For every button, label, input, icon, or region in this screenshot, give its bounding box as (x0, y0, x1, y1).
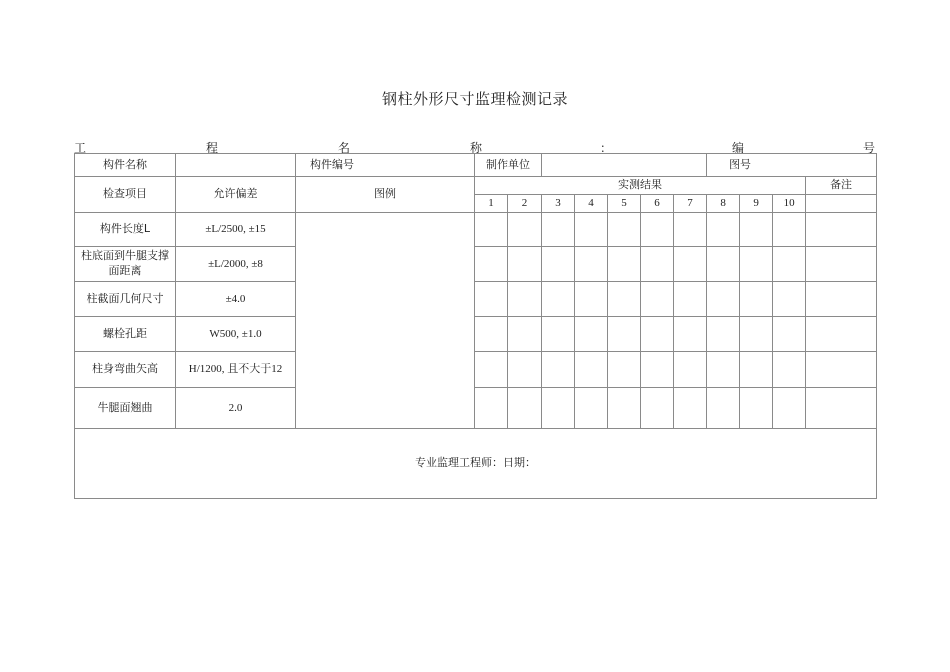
check-item-cell: 柱底面到牛腿支撑面距离 (75, 247, 176, 282)
measure-point-header: 6 (641, 195, 674, 213)
measure-point-header: 8 (707, 195, 740, 213)
measure-cell[interactable] (740, 282, 773, 317)
manufacturer-value[interactable] (542, 154, 707, 177)
measure-cell[interactable] (475, 282, 508, 317)
measure-cell[interactable] (740, 317, 773, 352)
component-name-label: 构件名称 (75, 154, 176, 177)
measure-cell[interactable] (740, 388, 773, 429)
page-title: 钢柱外形尺寸监理检测记录 (381, 90, 568, 108)
project-line-char: 编 (732, 141, 745, 155)
measure-cell[interactable] (542, 352, 575, 388)
measure-point-header: 7 (674, 195, 707, 213)
measure-cell[interactable] (608, 282, 641, 317)
inspection-table (74, 153, 877, 499)
remarks-cell[interactable] (806, 352, 877, 388)
remarks-cell[interactable] (806, 317, 877, 352)
tolerance-cell: ±L/2000, ±8 (176, 247, 296, 282)
measure-cell[interactable] (641, 213, 674, 247)
measure-cell[interactable] (508, 247, 542, 282)
measure-cell[interactable] (674, 388, 707, 429)
measure-cell[interactable] (475, 352, 508, 388)
measure-cell[interactable] (542, 388, 575, 429)
measure-cell[interactable] (508, 213, 542, 247)
remarks-header: 备注 (806, 177, 877, 195)
measure-cell[interactable] (475, 388, 508, 429)
remarks-cell[interactable] (806, 247, 877, 282)
table-row (75, 317, 877, 352)
measure-cell[interactable] (674, 352, 707, 388)
remarks-cell[interactable] (806, 282, 877, 317)
measure-cell[interactable] (575, 247, 608, 282)
supervisor-signature: 专业监理工程师：日期： (75, 429, 877, 499)
table-row (75, 388, 877, 429)
project-line-char: ： (600, 141, 613, 155)
check-item-cell: 螺栓孔距 (75, 317, 176, 352)
measure-cell[interactable] (740, 213, 773, 247)
tolerance-cell: ±L/2500, ±15 (176, 213, 296, 247)
measure-cell[interactable] (740, 352, 773, 388)
measure-cell[interactable] (575, 352, 608, 388)
project-line-char: 名 (338, 141, 351, 155)
measure-point-header: 5 (608, 195, 641, 213)
diagram-cell (296, 213, 475, 429)
measure-cell[interactable] (542, 317, 575, 352)
check-item-header: 检查项目 (75, 177, 176, 213)
measure-cell[interactable] (575, 317, 608, 352)
measure-cell[interactable] (641, 352, 674, 388)
measure-cell[interactable] (575, 282, 608, 317)
project-line-char: 称 (470, 141, 483, 155)
measure-point-header: 4 (575, 195, 608, 213)
measure-cell[interactable] (542, 247, 575, 282)
remarks-cell[interactable] (806, 195, 877, 213)
project-line-char: 程 (206, 141, 219, 155)
measure-cell[interactable] (707, 388, 740, 429)
measure-cell[interactable] (508, 388, 542, 429)
manufacturer-label: 制作单位 (475, 154, 542, 177)
component-name-value[interactable] (176, 154, 296, 177)
measure-cell[interactable] (508, 282, 542, 317)
measure-cell[interactable] (575, 213, 608, 247)
measure-cell[interactable] (508, 352, 542, 388)
measure-cell[interactable] (608, 247, 641, 282)
measure-cell[interactable] (773, 282, 806, 317)
measure-cell[interactable] (475, 213, 508, 247)
tolerance-cell: ±4.0 (176, 282, 296, 317)
measure-cell[interactable] (608, 213, 641, 247)
remarks-cell[interactable] (806, 213, 877, 247)
measure-cell[interactable] (641, 282, 674, 317)
measure-cell[interactable] (608, 388, 641, 429)
diagram-header: 图例 (296, 177, 475, 213)
info-row (75, 154, 877, 177)
drawing-no-label: 图号 (707, 154, 877, 177)
measure-cell[interactable] (608, 317, 641, 352)
measure-point-header: 1 (475, 195, 508, 213)
signature-row (75, 429, 877, 499)
measure-cell[interactable] (707, 352, 740, 388)
remarks-cell[interactable] (806, 388, 877, 429)
check-item-cell: 构件长度L (75, 213, 176, 247)
measure-cell[interactable] (707, 213, 740, 247)
measure-cell[interactable] (707, 282, 740, 317)
project-line-char: 工 (74, 141, 87, 155)
measure-cell[interactable] (641, 388, 674, 429)
measure-cell[interactable] (641, 317, 674, 352)
measure-cell[interactable] (542, 282, 575, 317)
measured-results-header: 实测结果 (475, 177, 806, 195)
measure-cell[interactable] (773, 213, 806, 247)
measure-point-header: 9 (740, 195, 773, 213)
measure-cell[interactable] (773, 317, 806, 352)
header-row-1 (75, 177, 877, 195)
tolerance-header: 允许偏差 (176, 177, 296, 213)
measure-cell[interactable] (707, 317, 740, 352)
measure-cell[interactable] (542, 213, 575, 247)
table-row (75, 282, 877, 317)
tolerance-cell: H/1200, 且不大于12 (176, 352, 296, 388)
measure-cell[interactable] (674, 282, 707, 317)
measure-cell[interactable] (773, 388, 806, 429)
tolerance-cell: 2.0 (176, 388, 296, 429)
measure-cell[interactable] (674, 247, 707, 282)
measure-cell[interactable] (773, 352, 806, 388)
table-row (75, 247, 877, 282)
measure-cell[interactable] (674, 213, 707, 247)
measure-point-header: 3 (542, 195, 575, 213)
table-row (75, 213, 877, 247)
check-item-cell: 柱身弯曲矢高 (75, 352, 176, 388)
measure-cell[interactable] (641, 247, 674, 282)
measure-cell[interactable] (608, 352, 641, 388)
measure-cell[interactable] (475, 317, 508, 352)
component-no-label: 构件编号 (296, 154, 475, 177)
measure-cell[interactable] (740, 247, 773, 282)
check-item-cell: 柱截面几何尺寸 (75, 282, 176, 317)
measure-cell[interactable] (707, 247, 740, 282)
measure-cell[interactable] (674, 317, 707, 352)
project-info-line (74, 139, 875, 154)
project-line-char: 号 (863, 141, 876, 155)
check-item-cell: 牛腿面翘曲 (75, 388, 176, 429)
measure-cell[interactable] (575, 388, 608, 429)
measure-cell[interactable] (773, 247, 806, 282)
measure-cell[interactable] (508, 317, 542, 352)
measure-point-header: 2 (508, 195, 542, 213)
measure-cell[interactable] (475, 247, 508, 282)
measure-point-header: 10 (773, 195, 806, 213)
table-row (75, 352, 877, 388)
tolerance-cell: W500, ±1.0 (176, 317, 296, 352)
